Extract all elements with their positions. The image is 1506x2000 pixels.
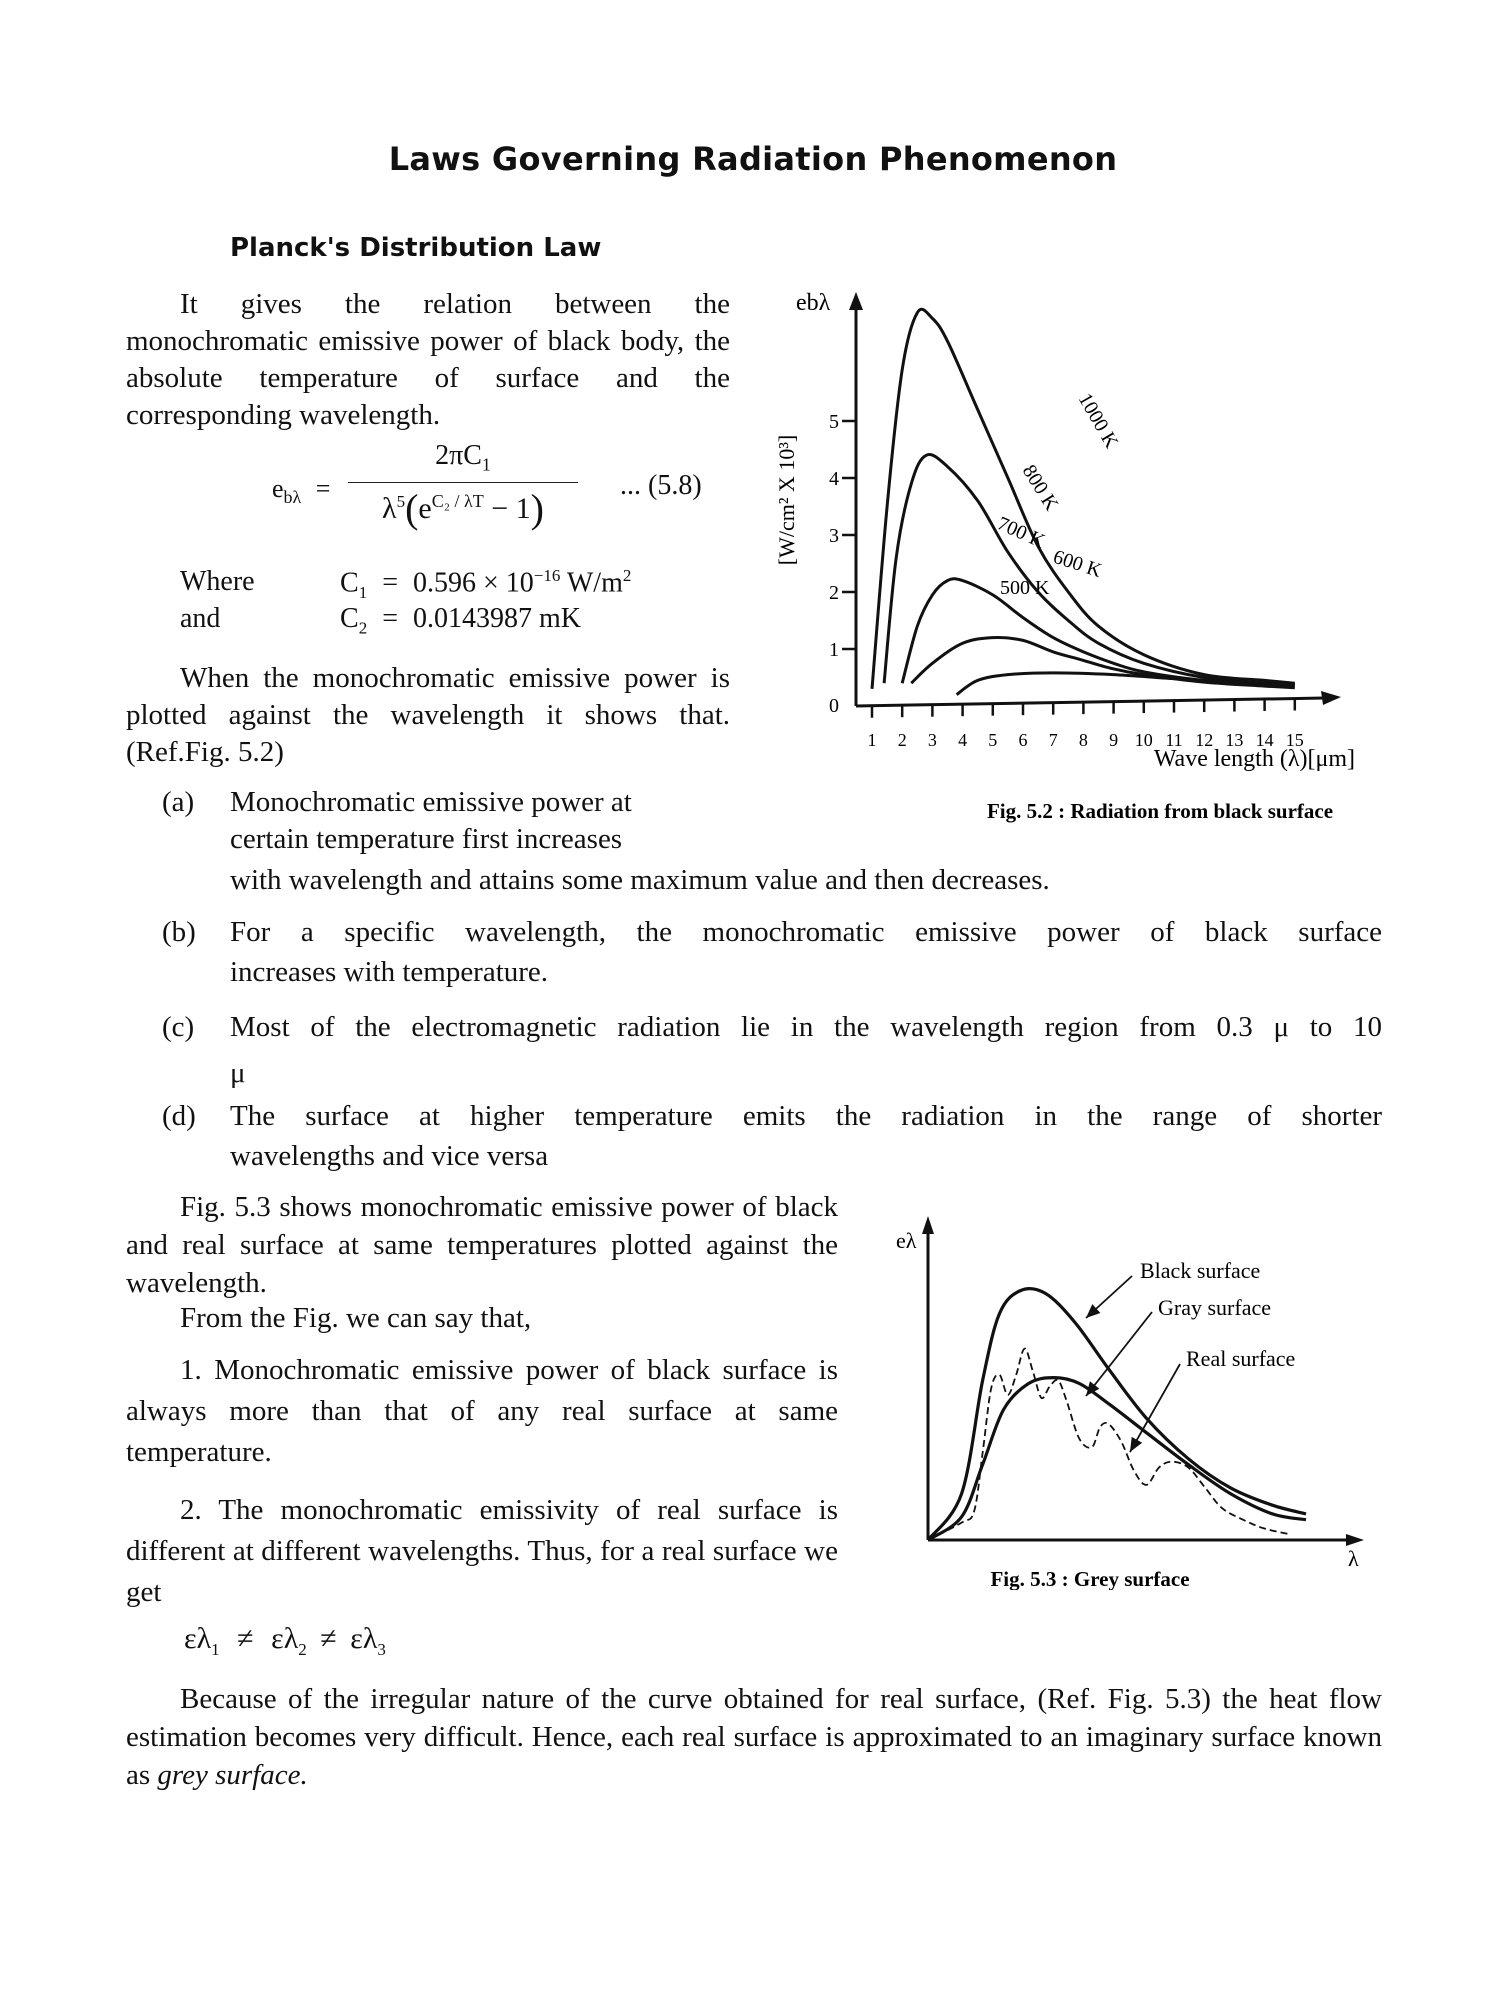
constant-symbol: C [340,603,359,634]
from-fig-text: From the Fig. we can say that, [180,1302,532,1334]
curve-500k [957,673,1295,695]
section-title: Planck's Distribution Law [230,233,602,263]
equation-denominator [348,483,578,532]
observation-b-line2: increases with temperature. [230,956,549,988]
curve-gray-surface [928,1378,1306,1540]
constant-value: 0.596 × 10 [412,567,534,599]
fig53-paragraph [126,1188,838,1302]
observation-b-line1: For a specific wavelength, the monochromatic emissive power of black surface [230,916,1382,948]
y-tick-label: 4 [829,468,839,490]
emissivity-subscript: 2 [298,1640,307,1659]
exp-base: e [418,491,432,525]
constant-symbol: C [340,567,359,599]
fig53-text: Fig. 5.3 shows monochromatic emissive power of black and real surface at same temperatures plotted against the wavelength. [126,1191,838,1299]
lhs-subscript: bλ [283,487,302,508]
fig-5-2-chart [760,280,1380,840]
observation-d-line2: wavelengths and vice versa [230,1140,549,1172]
constant-label: Where [180,566,255,597]
x-axis-arrowhead [1346,1534,1364,1546]
constant-value: 0.0143987 mK [412,603,581,634]
x-tick-label: 5 [988,730,998,750]
constant-subscript: 1 [358,582,368,602]
numerator-subscript: 1 [481,454,491,475]
observation-a-line1: Monochromatic emissive power at [230,786,632,818]
observation-b [162,912,1382,992]
x-tick-label: 8 [1078,730,1088,750]
x-tick-label: 6 [1018,730,1028,750]
constant-row-c1 [180,566,255,598]
legend-label: Gray surface [1158,1295,1271,1320]
constant-exponent: −16 [533,566,561,585]
point-2 [126,1490,838,1613]
observation-d [162,1096,1382,1176]
curve-700k [902,579,1295,686]
paren-close: ) [530,485,544,531]
closing-text: Because of the irregular nature of the curve obtained for real surface, (Ref. Fig. 5.3) the heat flow estimation becomes very difficult. Hence, each real surface is approximated to an imaginary surface known as [126,1683,1382,1791]
x-tick-label: 4 [958,730,968,750]
equals-sign: = [315,474,331,503]
lhs-symbol: e [272,474,284,503]
constant-equals: = [382,603,398,634]
intro-paragraph [126,286,730,434]
observation-a-line2: certain temperature first increases [230,823,623,855]
lambda-power: 5 [396,491,406,511]
page-title: Laws Governing Radiation Phenomenon [388,140,1118,178]
series-label: 500 K [1000,577,1050,599]
y-tick-label: 5 [829,411,839,433]
plot-text: When the monochromatic emissive power is plotted against the wavelength it shows that. (Ref.Fig. 5.2) [126,662,730,768]
plot-paragraph [126,660,730,771]
x-tick-label: 2 [897,730,907,750]
y-axis-arrowhead [849,292,863,310]
constant-row-c2 [180,603,220,635]
point-number: 2. [180,1494,202,1526]
observation-d-line1: The surface at higher temperature emits the radiation in the range of shorter [230,1100,1382,1132]
emissivity-term: ελ [350,1622,378,1655]
observation-c-line2: μ [230,1057,246,1089]
emissivity-subscript: 3 [377,1640,386,1659]
constant-c1 [340,566,631,603]
emissivity-relation [184,1622,386,1660]
x-tick-label: 7 [1048,730,1058,750]
point-text: Monochromatic emissive power of black surface is always more than that of any real surface at same temperature. [126,1354,839,1468]
emissivity-subscript: 1 [211,1640,220,1659]
point-1 [126,1350,838,1473]
not-equal-sign: ≠ [237,1622,254,1655]
constant-unit-exponent: 2 [622,566,632,585]
y-axis-arrowhead [922,1216,934,1234]
lambda-symbol: λ [382,491,397,525]
equation-number: ... (5.8) [620,470,702,501]
fig52-labels [774,290,1355,823]
x-axis-label: Wave length (λ)[μm] [1153,746,1355,772]
y-tick-label: 0 [829,695,839,717]
observation-label: (a) [162,786,195,818]
x-tick-label: 12 [1195,730,1214,750]
closing-emphasis: grey surface. [157,1759,308,1791]
numerator-text: 2πC [435,440,482,471]
fig-5-3-chart [860,1190,1380,1590]
y-tick-label: 1 [829,639,839,661]
constant-equals: = [382,567,398,599]
fig52-curves [872,309,1295,694]
point-text: The monochromatic emissivity of real surface is different at different wavelengths. Thus, for a real surface we get [126,1494,838,1608]
constant-unit: W/m [560,567,623,599]
equation-lhs [272,474,330,508]
fig53-labels [896,1228,1359,1590]
emissivity-term: ελ [184,1622,212,1655]
series-label: 800 K [1017,460,1063,515]
x-tick-label: 9 [1109,730,1119,750]
closing-paragraph [126,1680,1382,1794]
y-axis-label: [W/cm² X 10³] [774,434,799,566]
observation-label: (d) [162,1100,196,1132]
leader-arrowhead [1130,1437,1142,1452]
series-label: 1000 K [1073,389,1123,452]
y-axis-symbol: eλ [896,1228,917,1253]
observation-label: (b) [162,916,196,948]
constant-label: and [180,603,221,634]
y-tick-label: 2 [829,582,839,604]
x-tick-label: 13 [1225,730,1244,750]
point-number: 1. [180,1354,202,1386]
x-tick-label: 11 [1165,730,1183,750]
constant-c2 [340,603,581,639]
series-label: 600 K [1050,545,1105,583]
equation-numerator [348,440,578,482]
x-tick-label: 10 [1134,730,1153,750]
legend-label: Black surface [1140,1258,1261,1283]
x-axis-arrowhead [1321,691,1341,705]
x-tick-label: 1 [867,730,877,750]
series-label: 700 K [993,512,1049,553]
not-equal-sign: ≠ [320,1622,337,1655]
observation-c-line1: Most of the electromagnetic radiation lie in the wavelength region from 0.3 μ to 10 [230,1011,1382,1043]
observation-label: (c) [162,1011,195,1043]
y-tick-label: 3 [829,525,839,547]
x-axis-symbol: λ [1348,1546,1359,1571]
observation-a-line3: with wavelength and attains some maximum value and then decreases. [230,864,1050,896]
x-tick-label: 14 [1255,730,1274,750]
x-tick-label: 3 [927,730,937,750]
constant-subscript: 2 [358,618,368,638]
legend-label: Real surface [1186,1346,1296,1371]
x-axis-line [856,698,1325,706]
exp-power: C₂ / λT [431,490,484,511]
observation-a [162,784,736,858]
chart-title: Fig. 5.3 : Grey surface [990,1567,1190,1590]
paren-open: ( [405,485,419,531]
equation-fraction [348,440,578,532]
intro-text: It gives the relation between the monochromatic emissive power of black body, the absolute temperature of surface and the corresponding wavelength. [126,288,730,431]
x-tick-label: 15 [1285,730,1304,750]
chart-title: Fig. 5.2 : Radiation from black surface [986,799,1334,823]
observation-c [162,1004,1382,1096]
y-axis-symbol: ebλ [796,290,831,316]
emissivity-term: ελ [271,1622,299,1655]
minus-one: − 1 [483,491,531,525]
